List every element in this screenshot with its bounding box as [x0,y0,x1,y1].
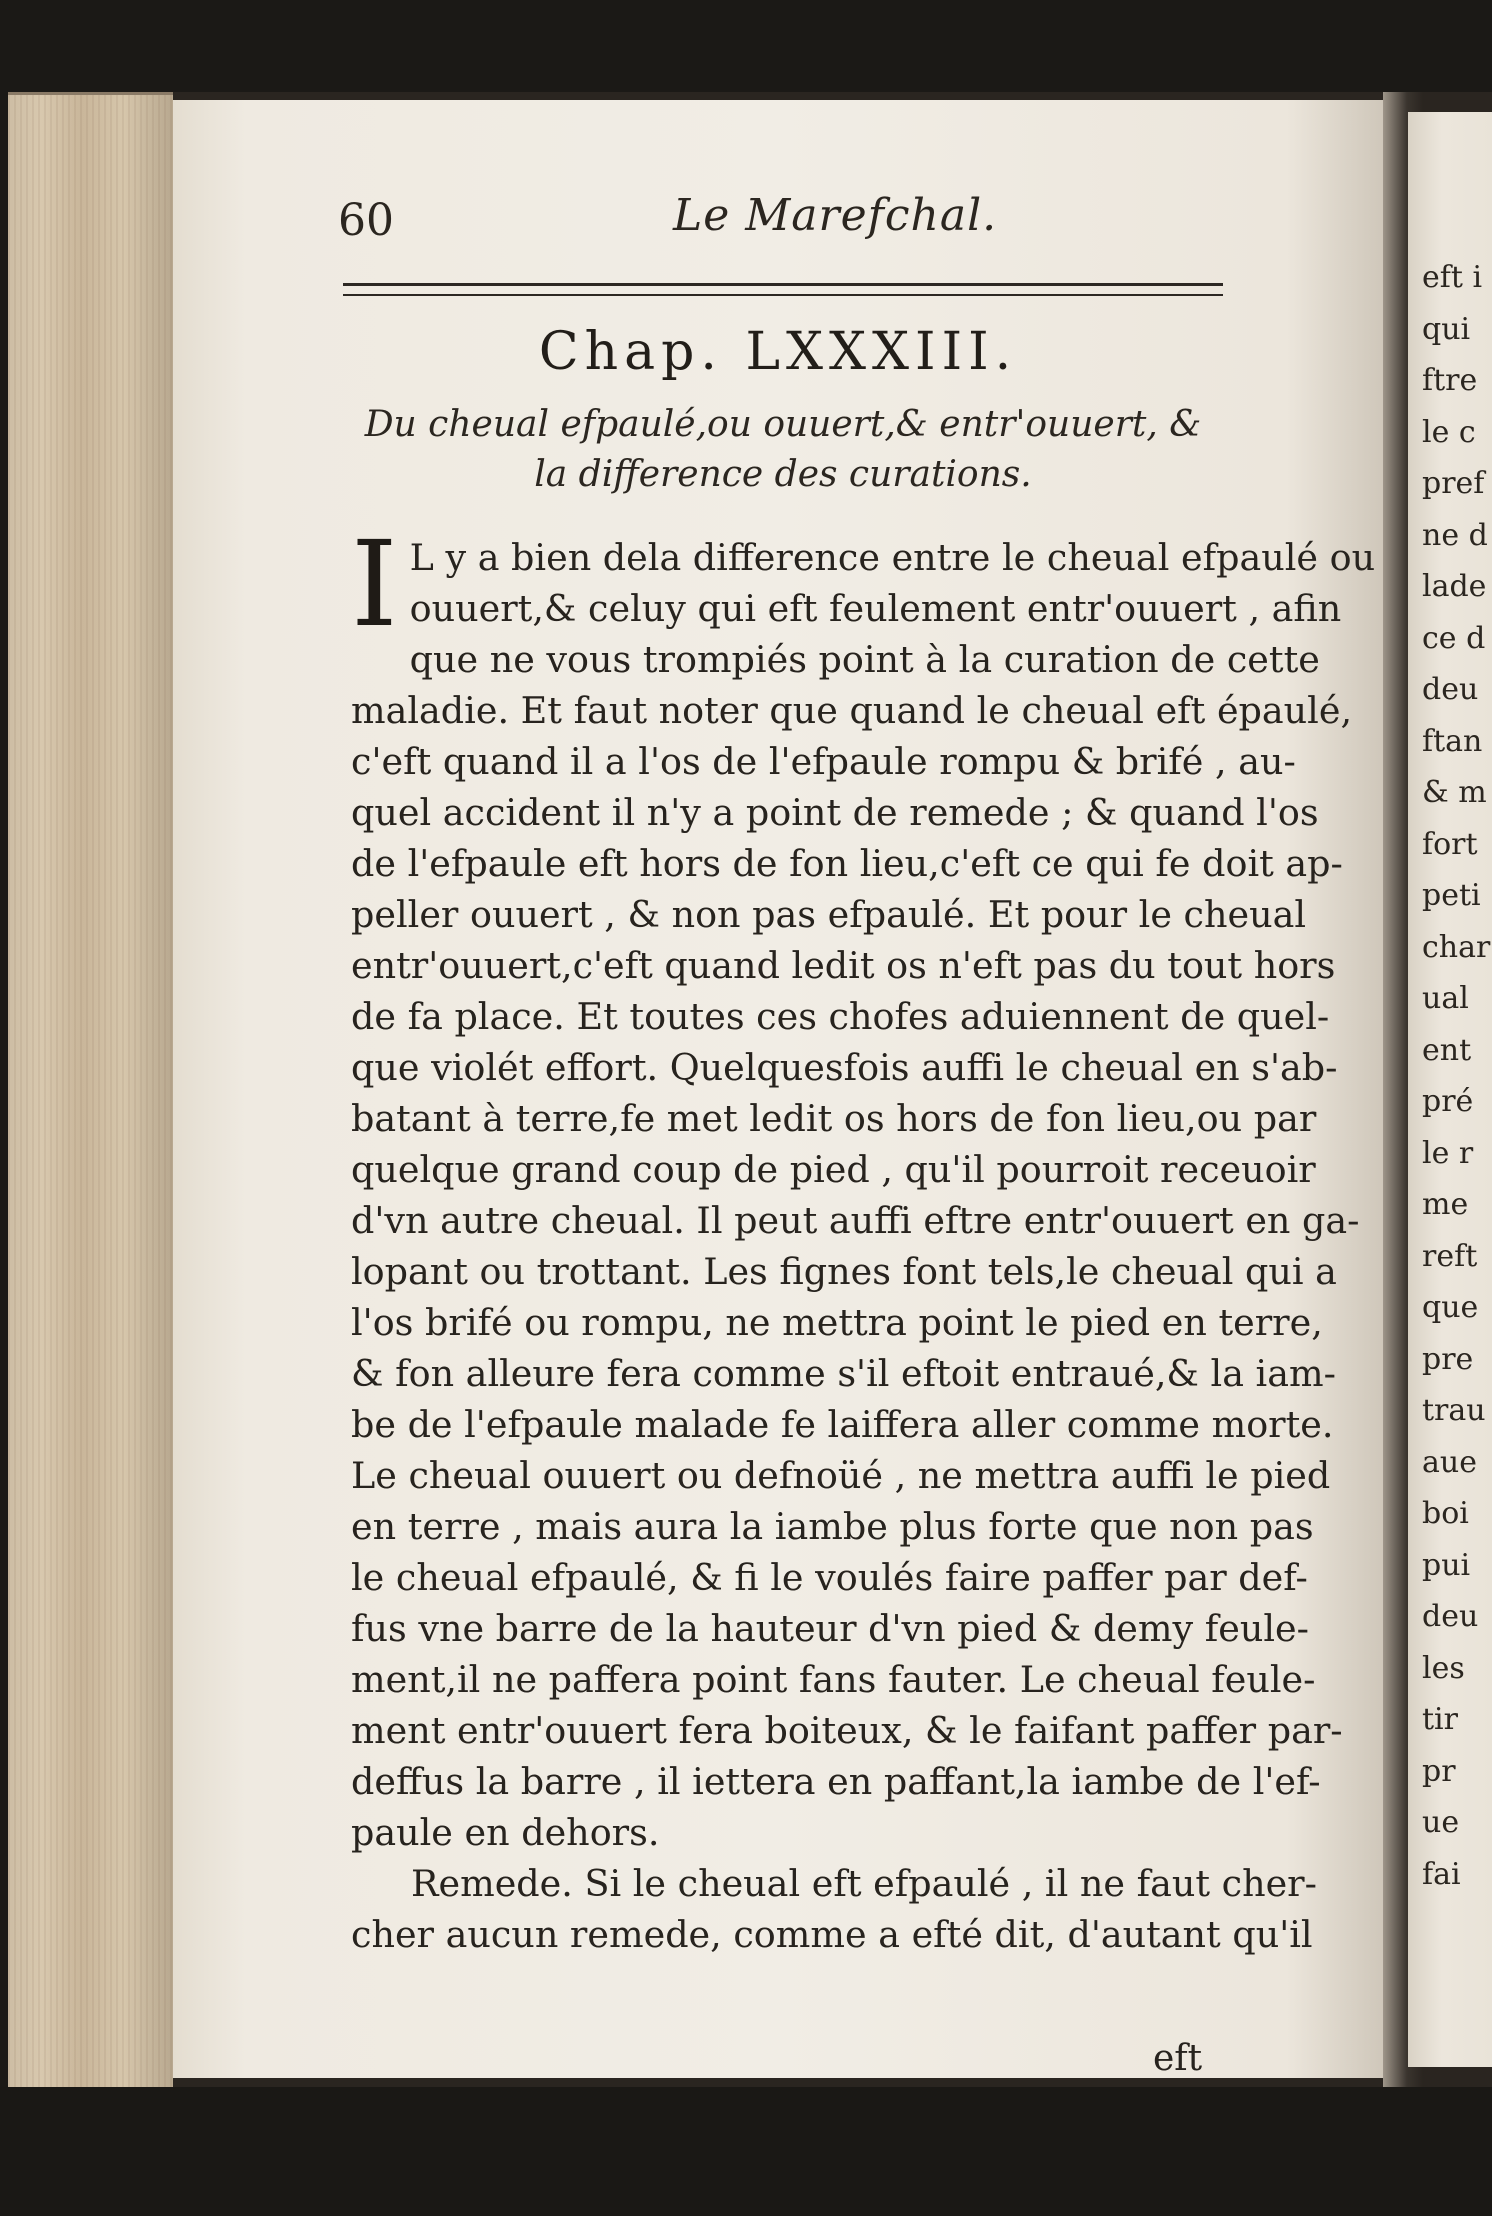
text-line: be de l'efpaule malade fe laiffera aller comme morte. [351,1403,1334,1446]
running-title: Le Marefchal. [673,190,998,241]
body-text [351,515,1376,1960]
subtitle-line: Du cheual efpaulé,ou ouuert,& entr'ouuert, & [364,404,1202,445]
text-line: en terre , mais aura la iambe plus forte que non pas [351,1505,1314,1548]
facing-fragment: reft [1422,1238,1478,1274]
text-line: batant à terre,fe met ledit os hors de fon lieu,ou par [351,1097,1317,1140]
text-line: que ne vous trompiés point à la curation de cette [409,638,1320,681]
text-line: Le cheual ouuert ou defnoüé , ne mettra auffi le pied [351,1454,1331,1497]
text-line: peller ouuert , & non pas efpaulé. Et pour le cheual [351,893,1307,936]
table-surface [0,2087,1492,2216]
chapter-title: Chap. LXXXIII. [538,322,1018,382]
facing-fragment: peti [1422,878,1481,913]
remede-line: cher aucun remede, comme a efté dit, d'autant qu'il [351,1913,1313,1956]
facing-fragment: pui [1422,1547,1471,1583]
facing-fragment: boi [1422,1496,1469,1531]
facing-page-text [1422,252,1490,1900]
text-line: l'os brifé ou rompu, ne mettra point le pied en terre, [351,1301,1323,1344]
facing-fragment: ent [1422,1032,1472,1068]
text-line: d'vn autre cheual. Il peut auffi eftre entr'ouuert en ga- [351,1199,1360,1242]
text-line: que violét effort. Quelquesfois auffi le cheual en s'ab- [351,1046,1338,1089]
facing-fragment: trau [1422,1393,1486,1428]
text-line: de fa place. Et toutes ces chofes aduiennent de quel- [351,995,1330,1038]
left-page [173,100,1383,2078]
facing-fragment: aue [1422,1444,1477,1480]
text-line: fus vne barre de la hauteur d'vn pied & demy feule- [351,1607,1309,1650]
text-line: paule en dehors. [351,1811,660,1854]
facing-fragment: ne d [1422,517,1488,553]
facing-fragment: ftre [1422,363,1478,398]
facing-fragment: tir [1422,1702,1458,1737]
facing-fragment: pref [1422,466,1485,501]
facing-fragment: les [1422,1650,1465,1686]
facing-fragment: pr [1422,1753,1456,1789]
catchword: eft [1153,2038,1203,2079]
text-line: entr'ouuert,c'eft quand ledit os n'eft pas du tout hors [351,944,1336,987]
facing-fragment: ue [1422,1805,1460,1840]
chapter-subtitle [343,400,1223,500]
text-line: ouuert,& celuy qui eft feulement entr'ouuert , afin [409,587,1342,630]
text-line: maladie. Et faut noter que quand le cheual eft épaulé, [351,689,1353,732]
text-line: quelque grand coup de pied , qu'il pourroit receuoir [351,1148,1316,1191]
facing-fragment: pre [1422,1341,1474,1377]
text-line: lopant ou trottant. Les fignes font tels,le cheual qui a [351,1250,1337,1293]
remede-line: Remede. Si le cheual eft efpaulé , il ne faut cher- [411,1862,1317,1905]
page-block-edge [8,92,173,2090]
facing-fragment: que [1422,1290,1479,1325]
facing-page [1408,112,1492,2067]
drop-cap: I [351,515,398,653]
facing-fragment: char [1422,929,1491,965]
facing-fragment: ftan [1422,723,1483,759]
text-line: ment entr'ouuert fera boiteux, & le faifant paffer par- [351,1709,1343,1752]
facing-fragment: eft i [1422,260,1483,295]
facing-fragment: ce d [1422,620,1486,656]
text-line: deffus la barre , il iettera en paffant,la iambe de l'ef- [351,1760,1321,1803]
facing-fragment: le r [1422,1135,1474,1171]
facing-fragment: me [1422,1187,1469,1222]
facing-fragment: deu [1422,1599,1479,1634]
facing-fragment: fai [1422,1856,1461,1892]
text-line: de l'efpaule eft hors de fon lieu,c'eft ce qui fe doit ap- [351,842,1343,885]
facing-fragment: le c [1422,414,1476,450]
text-line: quel accident il n'y a point de remede ; & quand l'os [351,791,1319,834]
page-number: 60 [338,195,394,246]
text-line: & fon alleure fera comme s'il eftoit entraué,& la iam- [351,1352,1336,1395]
facing-fragment: qui [1422,311,1471,347]
text-line: c'eft quand il a l'os de l'efpaule rompu & brifé , au- [351,740,1296,783]
facing-fragment: pré [1422,1084,1474,1119]
facing-fragment: fort [1422,826,1478,862]
text-line: ment,il ne paffera point fans fauter. Le cheual feule- [351,1658,1316,1701]
text-line: le cheual efpaulé, & fi le voulés faire paffer par def- [351,1556,1308,1599]
facing-fragment: & m [1422,775,1487,810]
facing-fragment: deu [1422,672,1479,707]
book-spread [8,92,1492,2087]
header-rule [343,283,1223,296]
text-line: L y a bien dela difference entre le cheual efpaulé ou [409,536,1376,579]
facing-fragment: lade [1422,569,1487,604]
facing-fragment: ual [1422,981,1469,1016]
subtitle-line: la difference des curations. [534,454,1032,495]
